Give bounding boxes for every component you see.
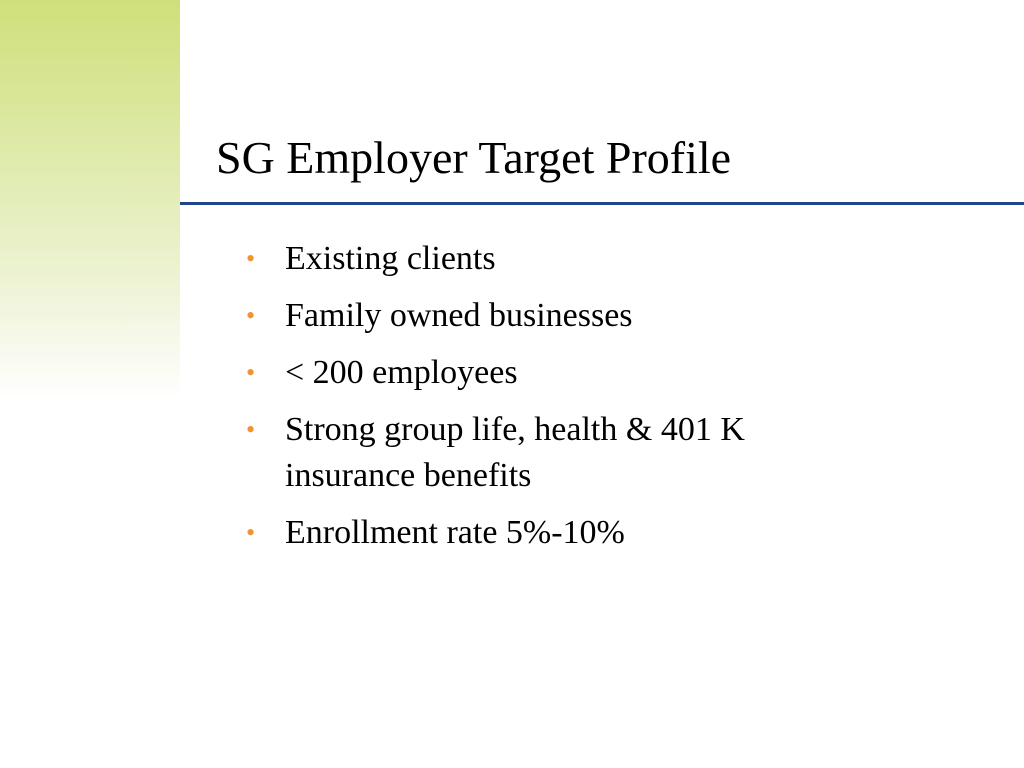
bullet-item-enrollment-rate — [246, 510, 845, 556]
bullet-dot-icon: • — [246, 415, 256, 444]
bullet-text: Enrollment rate 5%-10% — [285, 514, 625, 551]
slide-title: SG Employer Target Profile — [216, 132, 732, 183]
bullet-dot-icon: • — [246, 301, 256, 330]
bullet-text: Strong group life, health & 401 K insurance benefits — [285, 411, 745, 494]
bullet-item-family-owned — [246, 293, 845, 339]
bullet-dot-icon: • — [246, 358, 256, 387]
bullet-text: Existing clients — [285, 240, 496, 277]
title-underline-rule — [180, 202, 1024, 205]
bullet-list — [246, 236, 946, 567]
bullet-item-benefits — [246, 407, 845, 499]
bullet-item-existing-clients — [246, 236, 845, 282]
decorative-side-band — [0, 0, 180, 400]
bullet-text: < 200 employees — [285, 354, 518, 391]
bullet-dot-icon: • — [246, 518, 256, 547]
bullet-item-employee-count — [246, 350, 845, 396]
bullet-dot-icon: • — [246, 244, 256, 273]
bullet-text: Family owned businesses — [285, 297, 633, 334]
